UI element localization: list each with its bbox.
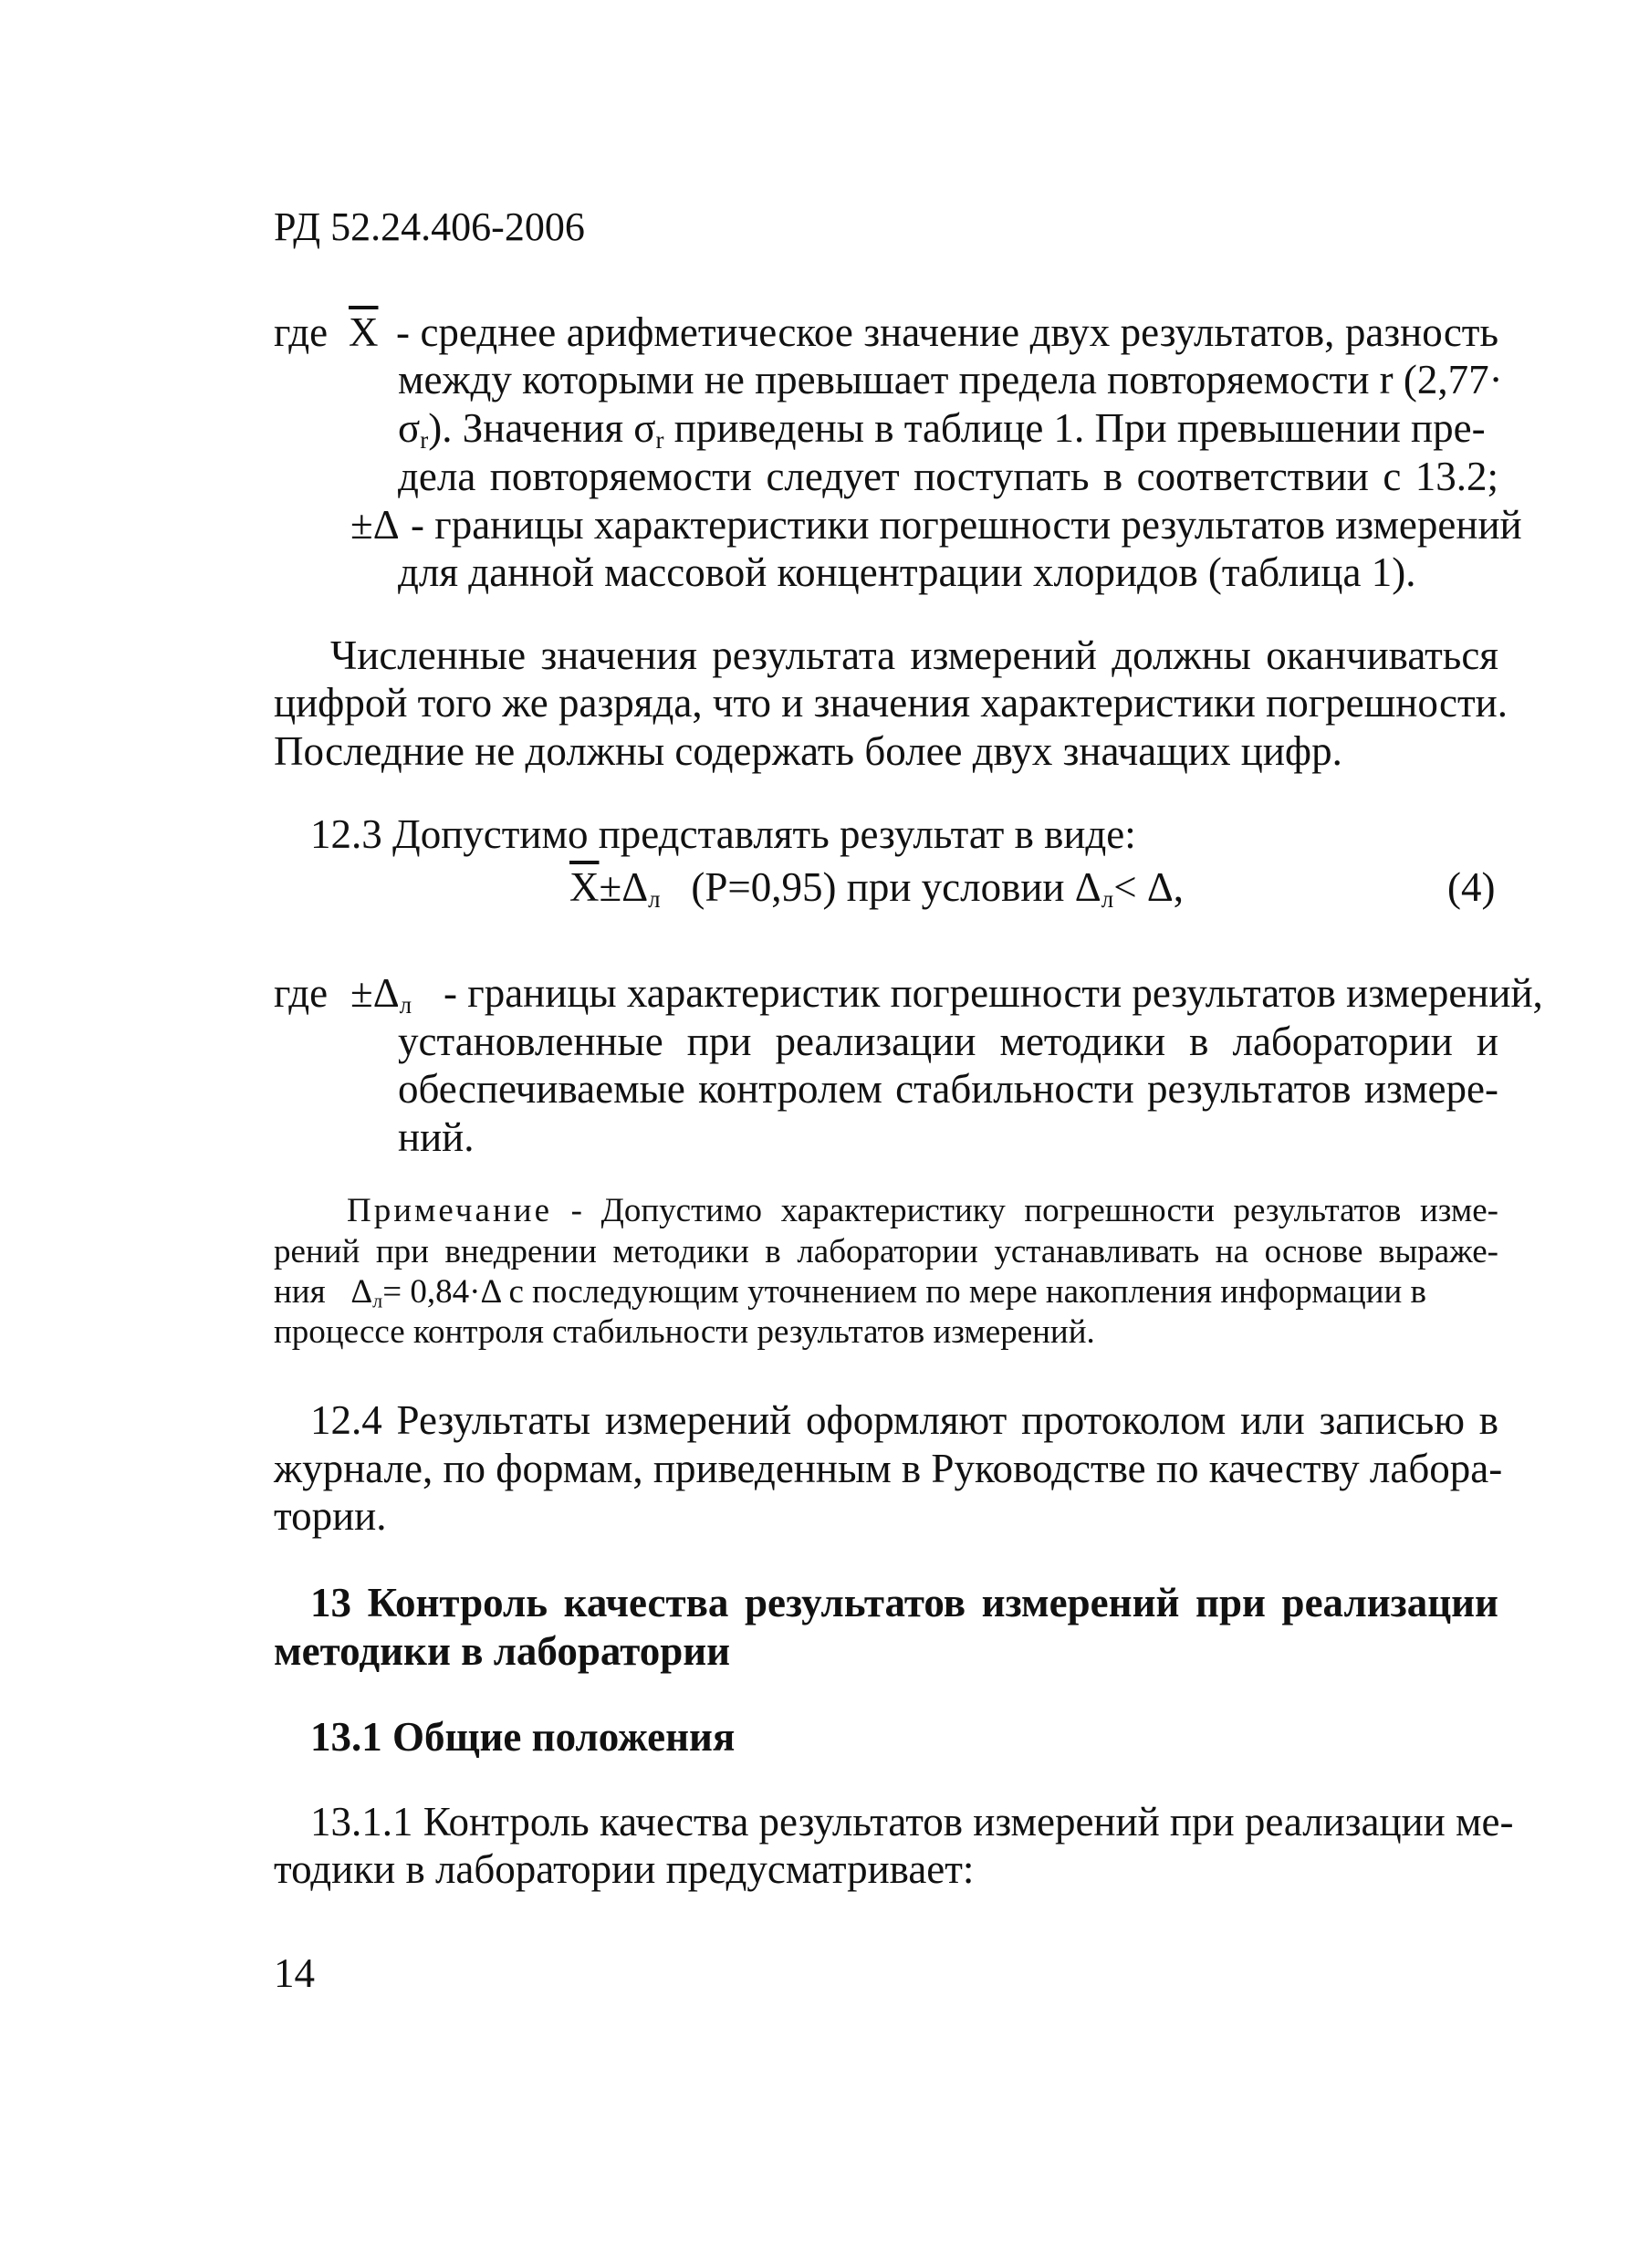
note-line-1: Примечание - Допустимо характеристику погрешности результатов изме- [347, 1192, 1498, 1229]
pm-delta-lab-symbol: $\pm\Delta_л$ [350, 970, 412, 1019]
definition-line: - среднее арифметическое значение двух результатов, разность [396, 309, 1498, 355]
section-12-4-line: журнале, по формам, приведенным в Руководстве по качеству лабора- [274, 1446, 1503, 1491]
page-number: 14 [274, 1950, 315, 1996]
where-label-2: где [274, 970, 329, 1016]
note-line: процессе контроля стабильности результатов измерений. [274, 1313, 1095, 1351]
definition-line: ний. [398, 1114, 475, 1160]
x-mean-symbol: $\overline{X}$ [349, 309, 379, 355]
definition-line: обеспечиваемые контролем стабильности результатов измере- [398, 1066, 1498, 1112]
section-13-1-title: 13.1 Общие положения [310, 1714, 736, 1760]
paragraph-line: цифрой того же разряда, что и значения характеристики погрешности. [274, 680, 1508, 726]
definition-line: - границы характеристик погрешности результатов измерений, [444, 970, 1543, 1016]
paragraph-line: Численные значения результата измерений должны оканчиваться [330, 632, 1498, 678]
formula-number: (4) [1447, 864, 1496, 910]
formula-4: $\overline{X}\pm\Delta_л$ (P=0,95) при условии $\Delta_л< \Delta$, [569, 864, 1185, 913]
document-code: РД 52.24.406-2006 [274, 204, 585, 249]
definition-line: - границы характеристики погрешности результатов измерений [411, 502, 1522, 548]
paragraph-line: Последние не должны содержать более двух значащих цифр. [274, 728, 1342, 774]
definition-line: установленные при реализации методики в лаборатории и [398, 1019, 1498, 1064]
section-12-3-text: 12.3 Допустимо представлять результат в виде: [310, 811, 1136, 857]
section-13-title-line: 13 Контроль качества результатов измерений при реализации [310, 1580, 1498, 1625]
note-line: рений при внедрении методики в лаборатории устанавливать на основе выраже- [274, 1233, 1498, 1270]
definition-line: дела повторяемости следует поступать в соответствии с 13.2; [398, 454, 1498, 499]
sigma-symbol: σ [633, 405, 656, 451]
pm-delta-symbol: ±Δ [350, 502, 400, 548]
section-12-4-line: тории. [274, 1493, 387, 1539]
note-line-3: ния $\Delta_л= 0,84\cdot\Delta$ с последующим уточнением по мере накопления информации в [274, 1273, 1426, 1312]
note-label: Примечание [347, 1192, 552, 1229]
sigma-symbol: σ [398, 405, 421, 451]
section-13-1-1-line: тодики в лаборатории предусматривает: [274, 1846, 975, 1892]
definition-line: между которыми не превышает предела повторяемости r (2,77· [398, 357, 1503, 402]
where-label-1: где [274, 309, 329, 355]
definition-line-sigma: $\sigma_r$). Значения $\sigma_r$ приведены в таблице 1. При превышении пре- [398, 405, 1486, 454]
definition-line: для данной массовой концентрации хлоридов (таблица 1). [398, 549, 1416, 595]
section-12-4-line: 12.4 Результаты измерений оформляют протоколом или записью в [310, 1397, 1498, 1443]
section-13-1-1-line: 13.1.1 Контроль качества результатов измерений при реализации ме- [310, 1799, 1514, 1845]
section-13-title-line: методики в лаборатории [274, 1628, 731, 1674]
